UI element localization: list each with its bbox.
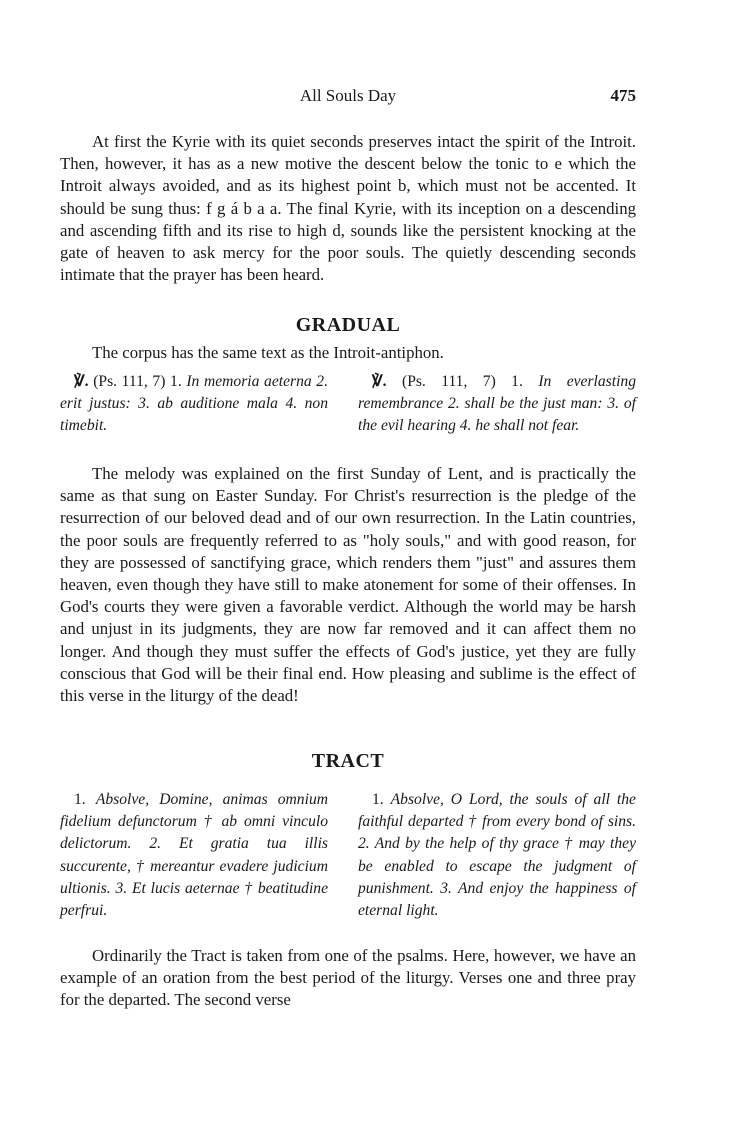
gradual-note: The corpus has the same text as the Introit-antiphon.	[92, 343, 444, 362]
running-title: All Souls Day	[299, 86, 397, 105]
tract-english-text: Absolve, O Lord, the souls of all the faithful departed † from every bond of sins. 2. And by the help of thy grace † may they be enabled to escape the judgment of punishment. 3. And enjoy the happiness of eternal light.	[358, 791, 636, 920]
gradual-english-reference: (Ps. 111, 7) 1.	[402, 373, 523, 390]
versicle-symbol: ℣.	[372, 373, 387, 390]
gradual-english-text: In everlasting remembrance 2. shall be the just man: 3. of the evil hearing 4. he shall not fear.	[358, 373, 636, 435]
tract-latin-text-block	[60, 789, 328, 922]
gradual-heading: GRADUAL	[295, 314, 401, 336]
tract-commentary: Ordinarily the Tract is taken from one of the psalms. Here, however, we have an example of an oration from the best period of the liturgy. Verses one and three pray for the departed. The second verse	[60, 946, 636, 1010]
tract-latin-number: 1.	[74, 791, 86, 808]
tract-heading: TRACT	[311, 750, 385, 772]
versicle-symbol: ℣.	[74, 373, 89, 390]
tract-latin-text: Absolve, Domine, animas omnium fidelium defunctorum † ab omni vinculo delictorum. 2. Et gratia tua illis succurente, † mereantur evadere judicium ultionis. 3. Et lucis aeternae † beatitudine perfrui.	[60, 791, 328, 920]
running-header	[60, 86, 636, 110]
tract-english-number: 1.	[372, 791, 384, 808]
gradual-commentary: The melody was explained on the first Sunday of Lent, and is practically the same as that sung on Easter Sunday. For Christ's resurrection is the pledge of the resurrection of our beloved dead and of our own resurrection. In the Latin countries, the poor souls are frequently referred to as "holy souls," and with good reason, for they are possessed of sanctifying grace, which renders them "just" and assures them heaven, even though they have still to make atonement for some of their offenses. In God's courts they were given a favorable verdict. Although the world may be harsh and unjust in its judgments, they are now far removed and it can affect them no longer. And though they must suffer the effects of God's justice, yet they are fully conscious that God will be their final end. How pleasing and sublime is the effect of this verse in the liturgy of the dead!	[60, 464, 636, 706]
kyrie-paragraph: At first the Kyrie with its quiet seconds preserves intact the spirit of the Introit. Then, however, it has as a new motive the descent below the tonic to e which the Introit always avoided, and as its highest point b, which must not be accented. It should be sung thus: f g á b a a. The final Kyrie, with its inception on a descending and ascending fifth and its rise to high d, sounds like the persistent knocking at the gate of heaven to ask mercy for the poor souls. The quietly descending seconds intimate that the prayer has been heard.	[60, 132, 636, 285]
gradual-english-verse	[358, 371, 636, 438]
gradual-latin-verse	[60, 371, 328, 438]
gradual-latin-text: In memoria aeterna 2. erit justus: 3. ab auditione mala 4. non timebit.	[60, 373, 328, 435]
tract-english-text-block	[358, 789, 636, 922]
page-number: 475	[610, 86, 636, 105]
gradual-latin-reference: (Ps. 111, 7) 1.	[93, 373, 182, 390]
